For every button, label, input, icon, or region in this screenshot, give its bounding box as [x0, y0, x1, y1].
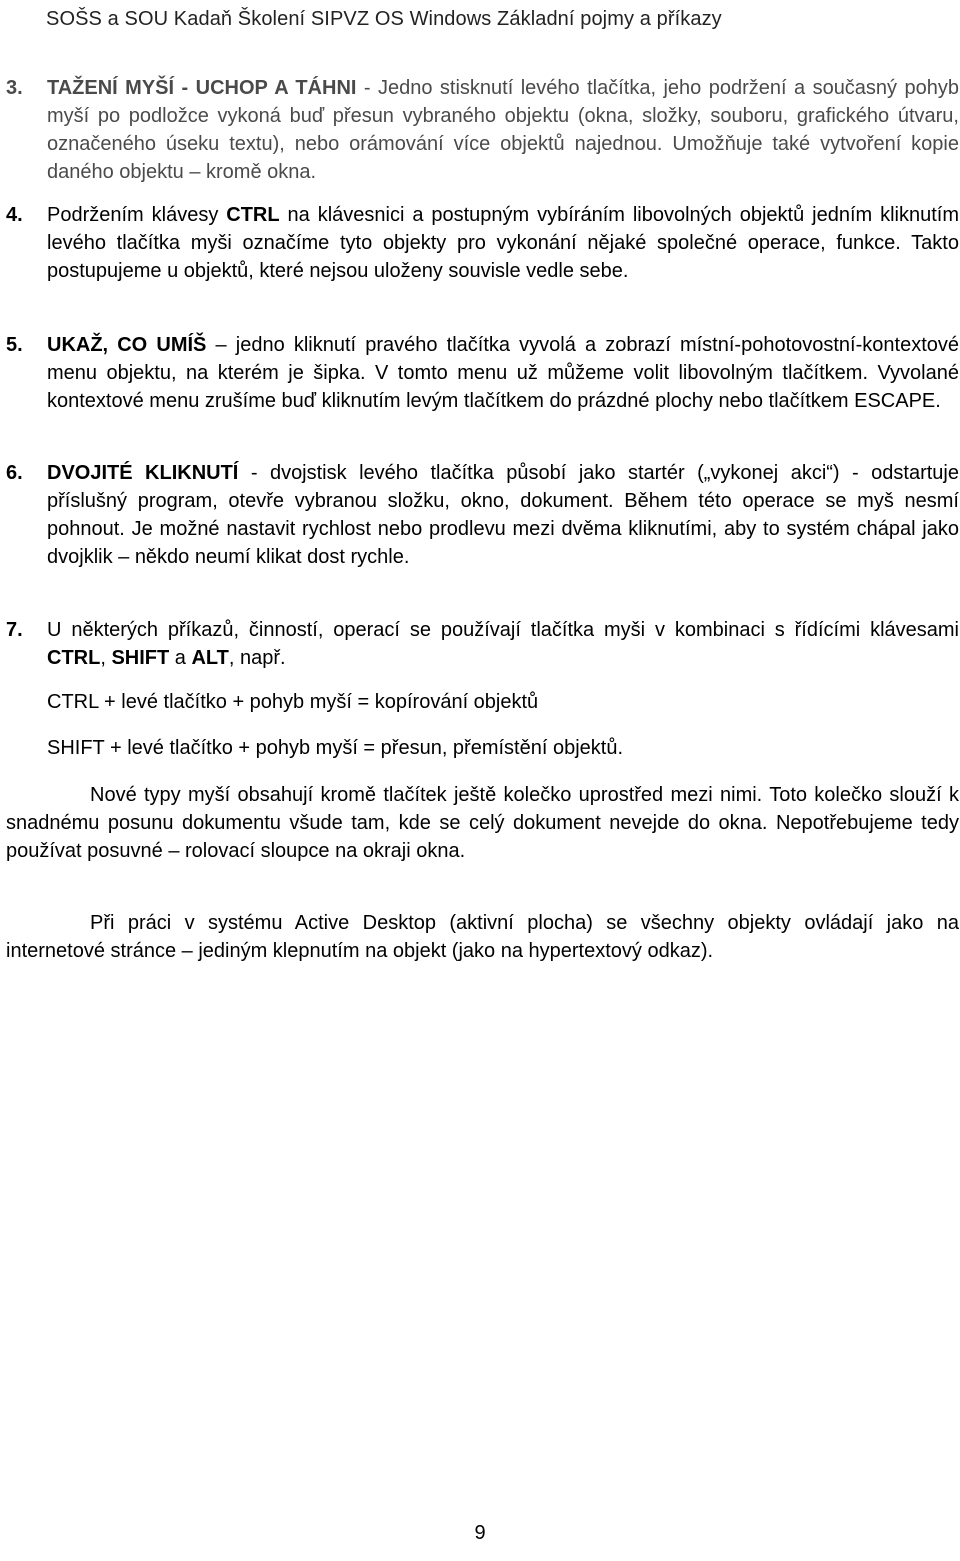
list-item-text: , např.: [228, 647, 286, 669]
list-item-text: Podržením klávesy: [47, 204, 227, 226]
list-item-number: 3.: [6, 77, 23, 99]
list-item-body: [47, 616, 959, 672]
list-item-text: na klávesnici a postupným vybíráním libovolných objektů jedním kliknutím levého tlačítka myši označíme tyto objekty pro vykonání nějaké společné operace, funkce. Takto postupujeme u objektů, které nejsou uloženy souvisle vedle sebe.: [47, 204, 960, 282]
separator-text: a: [169, 647, 192, 669]
page-header: SOŠS a SOU Kadaň Školení SIPVZ OS Windows Základní pojmy a příkazy: [46, 8, 722, 30]
list-item-6: [6, 459, 959, 571]
list-item-3: [6, 74, 959, 186]
formula-move: SHIFT + levé tlačítko + pohyb myší = přesun, přemístění objektů.: [47, 737, 624, 759]
list-item-4: [6, 201, 959, 285]
list-item-body: [47, 201, 959, 285]
list-item-number: 5.: [6, 334, 23, 356]
key-shift: SHIFT: [111, 647, 170, 669]
paragraph-active-desktop: Při práci v systému Active Desktop (aktivní plocha) se všechny objekty ovládají jako na internetové stránce – jediným klepnutím na objekt (jako na hypertextový odkaz).: [6, 912, 959, 962]
list-item-number: 4.: [6, 204, 23, 226]
list-item-body: [47, 459, 959, 571]
list-item-number: 6.: [6, 462, 23, 484]
term-drag-and-drop: TAŽENÍ MYŠÍ - UCHOP A TÁHNI: [47, 77, 357, 99]
paragraph-mouse-wheel: Nové typy myší obsahují kromě tlačítek ještě kolečko uprostřed mezi nimi. Toto kolečko slouží k snadnému posunu dokumentu všude tam, kde se celý dokument nevejde do okna. Nepotřebujeme tedy používat posuvné – rolovací sloupce na okraji okna.: [6, 784, 959, 862]
list-item-7: [6, 616, 959, 672]
list-item-text: - Jedno stisknutí levého tlačítka, jeho podržení a současný pohyb myší po podložce vykoná buď přesun vybraného objektu (okna, složky, souboru, grafického útvaru, označeného úseku textu), nebo orámování více objektů najednou. Umožňuje také vytvoření kopie daného objektu – kromě okna.: [47, 77, 959, 183]
list-item-text: – jedno kliknutí pravého tlačítka vyvolá a zobrazí místní-pohotovostní-kontextové menu objektu, na kterém je šipka. V tomto menu už můžeme volit libovolným tlačítkem. Vyvolané kontextové menu zrušíme buď kliknutím levým tlačítkem do prázdné plochy nebo tlačítkem ESCAPE.: [47, 334, 960, 412]
term-double-click: DVOJITÉ KLIKNUTÍ: [47, 462, 239, 484]
list-item-number: 7.: [6, 619, 23, 641]
list-item-body: [47, 74, 959, 186]
list-item-text: U některých příkazů, činností, operací se používají tlačítka myši v kombinaci s řídícími klávesami: [47, 619, 959, 641]
key-ctrl: CTRL: [47, 647, 101, 669]
term-show-what-you-can: UKAŽ, CO UMÍŠ: [47, 334, 207, 356]
list-item-5: [6, 331, 959, 415]
list-item-text: - dvojstisk levého tlačítka působí jako startér („vykonej akci“) - odstartuje příslušný program, otevře vybranou složku, okno, dokument. Během této operace se myš nesmí pohnout. Je možné nastavit rychlost nebo prodlevu mezi dvěma kliknutími, aby to systém chápal jako dvojklik – někdo neumí klikat dost rychle.: [47, 462, 959, 568]
separator-text: ,: [100, 647, 112, 669]
key-ctrl: CTRL: [226, 204, 280, 226]
formula-copy: CTRL + levé tlačítko + pohyb myší = kopírování objektů: [47, 691, 539, 713]
page-number: 9: [474, 1522, 486, 1544]
key-alt: ALT: [191, 647, 229, 669]
list-item-body: [47, 331, 959, 415]
